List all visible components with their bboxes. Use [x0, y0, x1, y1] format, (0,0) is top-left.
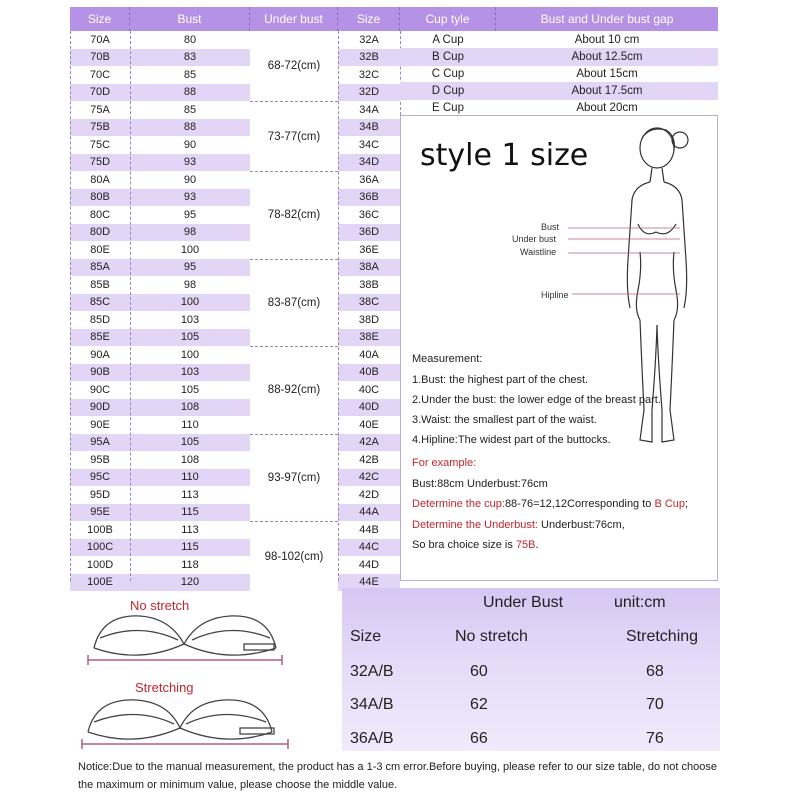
- measurement-line-3: 3.Waist: the smallest part of the waist.: [412, 414, 597, 426]
- table-row: [70, 66, 400, 84]
- big-table-row-no-stretch: 62: [470, 696, 488, 713]
- table-row: [70, 399, 400, 417]
- big-table-row-no-stretch: 60: [470, 663, 488, 680]
- big-table-row-size: 36A/B: [350, 730, 394, 747]
- table-row: [70, 49, 400, 67]
- header-gap: Bust and Under bust gap: [496, 7, 718, 31]
- bust-cell: 108: [180, 401, 200, 414]
- big-table-row-size: 32A/B: [350, 663, 394, 680]
- size-cell: 85B: [90, 278, 110, 291]
- choice-end: .: [535, 539, 539, 551]
- us-size-cell: 36C: [358, 208, 380, 221]
- bust-cell: 113: [181, 523, 199, 536]
- bust-cell: 83: [183, 51, 197, 64]
- column-divider: [70, 31, 71, 581]
- table-row: [70, 451, 400, 469]
- bust-cell: 88: [183, 86, 197, 99]
- bust-cell: 85: [183, 68, 197, 81]
- header-size: Size: [70, 7, 130, 31]
- bust-cell: 100: [180, 296, 200, 309]
- size-cell: 85E: [90, 331, 110, 344]
- big-table-col-no-stretch: No stretch: [455, 628, 528, 645]
- bust-cell: 108: [180, 453, 200, 466]
- us-size-cell: 38C: [358, 296, 380, 309]
- bust-cell: 113: [181, 488, 199, 501]
- us-size-cell: 44D: [358, 558, 380, 571]
- measurement-line-2: 2.Under the bust: the lower edge of the breast part.: [412, 394, 661, 406]
- size-cell: 90B: [90, 366, 110, 379]
- example-heading: For example:: [412, 457, 477, 469]
- measure-lines: [560, 220, 690, 310]
- bust-cell: 95: [183, 208, 197, 221]
- style-title: style 1 size: [420, 138, 589, 173]
- size-cell: 90A: [90, 348, 110, 361]
- header-under-bust: Under bust: [250, 7, 338, 31]
- us-size-cell: 34A: [359, 103, 379, 116]
- us-size-cell: 42D: [358, 488, 380, 501]
- size-cell: 70A: [90, 33, 110, 46]
- gap-value: About 10 cm: [574, 34, 640, 46]
- table-row: [70, 556, 400, 574]
- size-cell: 95C: [89, 471, 111, 484]
- big-table-unit: unit:cm: [614, 594, 666, 611]
- table-row: [70, 539, 400, 557]
- us-size-cell: 40E: [359, 418, 379, 431]
- size-cell: 90C: [89, 383, 111, 396]
- us-size-cell: 34C: [358, 138, 380, 151]
- size-cell: 70C: [89, 68, 111, 81]
- table-row: [70, 119, 400, 137]
- under-bust-group-cell: 88-92(cm): [250, 346, 338, 434]
- bust-cell: 115: [181, 506, 199, 519]
- size-cell: 100C: [86, 541, 114, 554]
- us-size-cell: 32B: [359, 51, 379, 64]
- determine-cup-end: ;: [685, 498, 689, 510]
- cup-row: [400, 82, 718, 100]
- determine-cup-label: Determine the cup:: [412, 498, 505, 510]
- determine-underbust-label: Determine the Underbust:: [412, 519, 538, 531]
- table-row: [70, 241, 400, 259]
- size-cell: 80B: [90, 191, 110, 204]
- size-cell: 100E: [87, 576, 113, 589]
- size-cell: 80C: [89, 208, 111, 221]
- table-row: [70, 311, 400, 329]
- gap-value: About 20cm: [576, 102, 638, 114]
- table-row: [70, 346, 400, 364]
- bust-cell: 80: [183, 33, 197, 46]
- bust-cell: 100: [180, 348, 200, 361]
- stretching-bra-icon: [80, 690, 290, 752]
- bust-cell: 90: [183, 138, 197, 151]
- table-row: [70, 521, 400, 539]
- table-row: [70, 434, 400, 452]
- label-under-bust: Under bust: [512, 234, 557, 244]
- size-cell: 100B: [87, 523, 113, 536]
- big-table-row-size: 34A/B: [350, 696, 394, 713]
- us-size-cell: 40C: [358, 383, 380, 396]
- stretching-label: Stretching: [135, 680, 194, 695]
- bust-cell: 103: [180, 313, 200, 326]
- size-cell: 95D: [89, 488, 111, 501]
- us-size-cell: 34B: [359, 121, 379, 134]
- bust-cell: 110: [181, 418, 199, 431]
- gap-value: About 15cm: [576, 68, 638, 80]
- us-size-cell: 44E: [359, 576, 379, 589]
- example-values: Bust:88cm Underbust:76cm: [412, 478, 548, 490]
- bust-cell: 98: [183, 278, 197, 291]
- bust-cell: 118: [181, 558, 199, 571]
- table-row: [70, 364, 400, 382]
- under-bust-group-cell: 98-102(cm): [250, 521, 338, 591]
- size-cell: 80A: [90, 173, 110, 186]
- cup-label: C Cup: [431, 68, 465, 80]
- under-bust-group-cell: 78-82(cm): [250, 171, 338, 259]
- cup-row: [400, 48, 718, 66]
- bust-cell: 88: [183, 121, 197, 134]
- size-cell: 75A: [90, 103, 110, 116]
- big-table-row-stretching: 76: [646, 730, 664, 747]
- size-cell: 90D: [89, 401, 111, 414]
- under-bust-group-cell: 83-87(cm): [250, 259, 338, 347]
- bust-cell: 93: [183, 191, 197, 204]
- table-row: [70, 171, 400, 189]
- measurement-line-1: 1.Bust: the highest part of the chest.: [412, 374, 589, 386]
- big-table-col-size: Size: [350, 628, 382, 645]
- table-row: [70, 416, 400, 434]
- size-cell: 75C: [89, 138, 111, 151]
- big-table-col-stretching: Stretching: [626, 628, 699, 645]
- size-cell: 95B: [90, 453, 110, 466]
- us-size-cell: 40A: [359, 348, 379, 361]
- determine-cup: [412, 498, 688, 510]
- us-size-cell: 38E: [359, 331, 379, 344]
- gap-value: About 12.5cm: [571, 51, 643, 63]
- bust-cell: 100: [180, 243, 200, 256]
- bust-cell: 110: [181, 471, 199, 484]
- cup-label: D Cup: [431, 85, 465, 97]
- size-cell: 95E: [90, 506, 110, 519]
- gap-value: About 17.5cm: [571, 85, 643, 97]
- table-row: [70, 504, 400, 522]
- column-divider: [338, 31, 339, 581]
- size-cell: 90E: [90, 418, 110, 431]
- us-size-cell: 44C: [358, 541, 380, 554]
- us-size-cell: 42A: [359, 436, 379, 449]
- bust-cell: 103: [180, 366, 200, 379]
- us-size-cell: 38A: [359, 261, 379, 274]
- label-hipline: Hipline: [541, 290, 569, 300]
- table-row: [70, 381, 400, 399]
- table-row: [70, 84, 400, 102]
- choice-text: So bra choice size is: [412, 539, 516, 551]
- table-row: [70, 136, 400, 154]
- size-cell: 75D: [89, 156, 111, 169]
- no-stretch-bra-icon: [80, 608, 290, 670]
- bust-cell: 105: [180, 436, 200, 449]
- bust-cell: 98: [183, 226, 197, 239]
- label-waistline: Waistline: [520, 247, 557, 257]
- us-size-cell: 34D: [358, 156, 380, 169]
- bust-cell: 85: [183, 103, 197, 116]
- size-cell: 85C: [89, 296, 111, 309]
- measurement-heading: Measurement:: [412, 353, 483, 365]
- choice-value: 75B: [515, 539, 536, 551]
- us-size-cell: 42B: [359, 453, 379, 466]
- table-row: [70, 224, 400, 242]
- table-row: [70, 31, 400, 49]
- table-row: [70, 329, 400, 347]
- size-cell: 80D: [89, 226, 111, 239]
- label-bust: Bust: [541, 222, 560, 232]
- us-size-cell: 32A: [359, 33, 379, 46]
- us-size-cell: 32C: [358, 68, 380, 81]
- table-row: [70, 259, 400, 277]
- cup-label: B Cup: [432, 51, 464, 63]
- us-size-cell: 44A: [359, 506, 379, 519]
- us-size-cell: 44B: [359, 523, 379, 536]
- size-cell: 80E: [90, 243, 110, 256]
- bust-cell: 115: [181, 541, 199, 554]
- size-cell: 100D: [86, 558, 114, 571]
- header-bust: Bust: [130, 7, 250, 31]
- us-size-cell: 36A: [359, 173, 379, 186]
- cup-row: [400, 65, 718, 83]
- table-row: [70, 469, 400, 487]
- us-size-cell: 40B: [359, 366, 379, 379]
- us-size-cell: 32D: [358, 86, 380, 99]
- table-row: [70, 101, 400, 119]
- size-cell: 85A: [90, 261, 110, 274]
- table-row: [70, 154, 400, 172]
- under-bust-group-cell: 73-77(cm): [250, 101, 338, 171]
- big-table-title: Under Bust: [483, 594, 564, 611]
- size-cell: 75B: [90, 121, 110, 134]
- column-divider: [130, 31, 131, 581]
- measurement-line-4: 4.Hipline:The widest part of the buttocks.: [412, 434, 611, 446]
- bust-cell: 90: [183, 173, 197, 186]
- table-row: [70, 486, 400, 504]
- bust-cell: 105: [180, 383, 200, 396]
- table-row: [70, 294, 400, 312]
- us-size-cell: 40D: [358, 401, 380, 414]
- under-bust-group-cell: 68-72(cm): [250, 31, 338, 101]
- us-size-cell: 36B: [359, 191, 379, 204]
- size-cell: 95A: [90, 436, 110, 449]
- size-cell: 70B: [90, 51, 110, 64]
- cup-label: A Cup: [432, 34, 464, 46]
- cup-row: [400, 31, 718, 49]
- us-size-cell: 38B: [359, 278, 379, 291]
- us-size-cell: 42C: [358, 471, 380, 484]
- big-table-row-no-stretch: 66: [470, 730, 488, 747]
- size-cell: 70D: [89, 86, 111, 99]
- cup-label: E Cup: [432, 102, 464, 114]
- table-row: [70, 206, 400, 224]
- bust-cell: 95: [183, 261, 197, 274]
- determine-underbust: [412, 519, 625, 531]
- header-size-us: Size: [338, 7, 400, 31]
- choice-line: [412, 539, 539, 551]
- table-row: [70, 276, 400, 294]
- big-table-row-stretching: 70: [646, 696, 664, 713]
- determine-cup-calc: 88-76=12,12Corresponding to: [504, 498, 655, 510]
- us-size-cell: 36D: [358, 226, 380, 239]
- under-bust-group-cell: 93-97(cm): [250, 434, 338, 522]
- bust-cell: 93: [183, 156, 197, 169]
- notice-text: Notice:Due to the manual measurement, the product has a 1-3 cm error.Before buying, please refer to our size table, do not choose the maximum or minimum value, please choose the middle value.: [78, 761, 717, 791]
- bust-cell: 105: [180, 331, 200, 344]
- header-cup-style: Cup tyle: [400, 7, 496, 31]
- us-size-cell: 38D: [358, 313, 380, 326]
- size-cell: 85D: [89, 313, 111, 326]
- us-size-cell: 36E: [359, 243, 379, 256]
- big-table-row-stretching: 68: [646, 663, 664, 680]
- determine-underbust-value: Underbust:76cm,: [537, 519, 625, 531]
- table-row: [70, 189, 400, 207]
- bust-cell: 120: [180, 576, 200, 589]
- determine-cup-result: B Cup: [654, 498, 686, 510]
- no-stretch-label: No stretch: [130, 598, 190, 613]
